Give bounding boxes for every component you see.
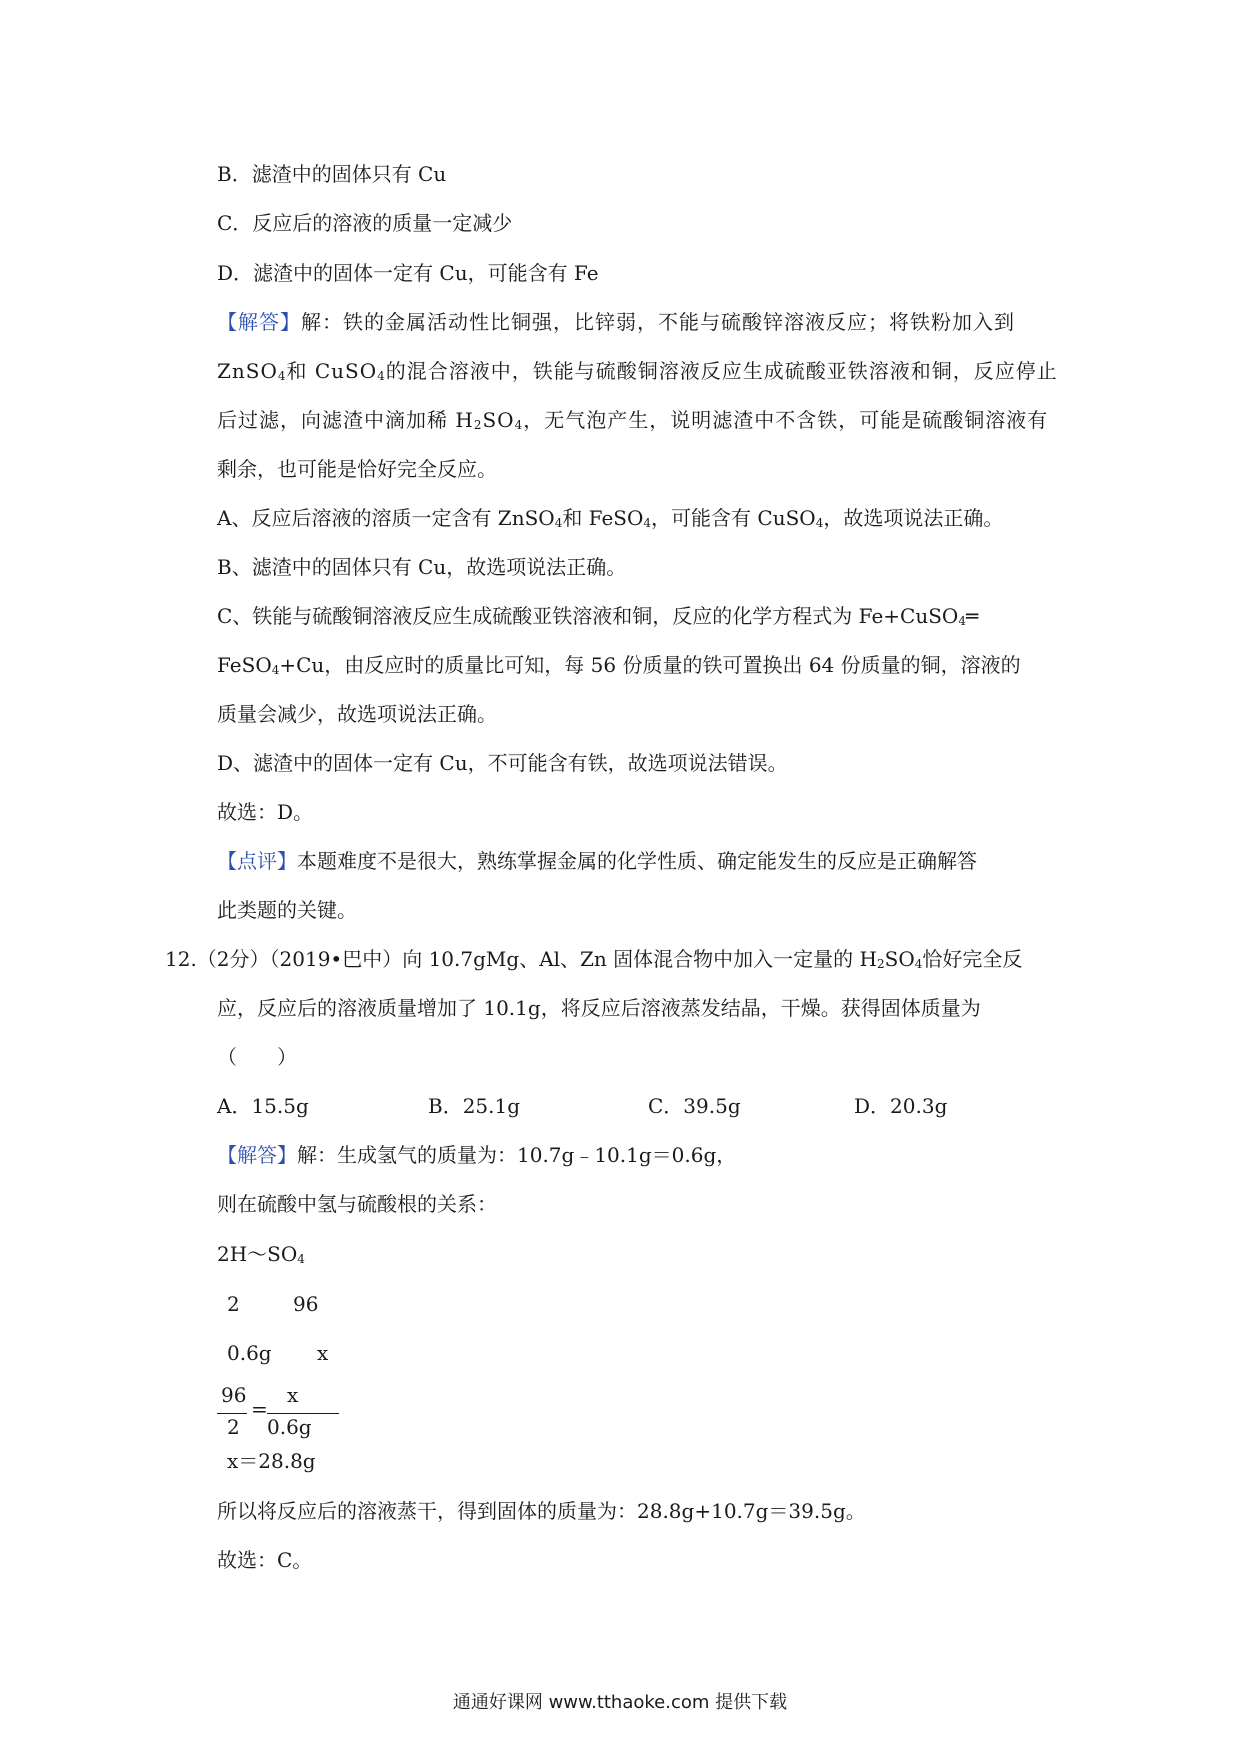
q12-option-d: D．20.3g: [854, 1094, 948, 1118]
comment-tag: 【点评】: [217, 849, 297, 873]
answer-tag: 【解答】: [217, 1143, 297, 1167]
fraction-numerator-1: 96: [221, 1383, 247, 1407]
answer12-row2-right: x: [317, 1341, 329, 1365]
fraction-bar-1: [217, 1413, 247, 1414]
q12-line2: 应，反应后的溶液质量增加了 10.1g，将反应后溶液蒸发结晶，干燥。获得固体质量为: [217, 996, 981, 1020]
answer11-line1: 【解答】解：铁的金属活动性比铜强，比锌弱，不能与硫酸锌溶液反应；将铁粉加入到: [217, 310, 1015, 334]
answer12-row1-left: 2: [227, 1292, 240, 1316]
answer12-row1-right: 96: [293, 1292, 319, 1316]
fraction-equation: [217, 1383, 337, 1443]
answer11-a: A、反应后溶液的溶质一定含有 ZnSO$_4$和 FeSO$_4$，可能含有 CuSO$_4$，故选项说法正确。: [217, 506, 1004, 530]
fraction-denominator-2: 0.6g: [267, 1415, 312, 1439]
q12-option-b: B．25.1g: [428, 1094, 521, 1118]
answer11-line2: ZnSO$_4$和 CuSO$_4$的混合溶液中，铁能与硫酸铜溶液反应生成硫酸亚铁溶液和铜，反应停止: [217, 359, 1058, 383]
comment11-line2: 此类题的关键。: [217, 898, 357, 922]
option-c: C．反应后的溶液的质量一定减少: [217, 211, 513, 235]
option-b: B．滤渣中的固体只有 Cu: [217, 162, 447, 186]
answer11-line3: 后过滤，向滤渣中滴加稀 $H_2SO_4$，无气泡产生，说明滤渣中不含铁，可能是硫酸铜溶液有: [217, 408, 1049, 432]
answer12-relation: $2H\sim SO_4$: [217, 1242, 305, 1266]
q12-line3: （ ）: [217, 1045, 297, 1069]
option-d: D．滤渣中的固体一定有 Cu，可能含有 Fe: [217, 261, 599, 285]
answer-tag: 【解答】: [217, 310, 301, 334]
q12-option-c: C．39.5g: [648, 1094, 741, 1118]
comment11-line1: 【点评】本题难度不是很大，熟练掌握金属的化学性质、确定能发生的反应是正确解答: [217, 849, 977, 873]
page-footer: 通通好课网 www.tthaoke.com 提供下载: [452, 1692, 788, 1713]
answer11-b: B、滤渣中的固体只有 Cu，故选项说法正确。: [217, 555, 627, 579]
answer11-choice: 故选：D。: [217, 800, 314, 824]
answer12-line1: 【解答】解：生成氢气的质量为：10.7g﹣10.1g＝0.6g，: [217, 1143, 737, 1167]
answer11-c2: FeSO$_4$+Cu，由反应时的质量比可知，每 56 份质量的铁可置换出 64 份质量的铜，溶液的: [217, 653, 1021, 677]
answer11-c1: C、铁能与硫酸铜溶液反应生成硫酸亚铁溶液和铜，反应的化学方程式为 Fe+CuSO$_4$═: [217, 604, 979, 628]
fraction-bar-2: [267, 1413, 339, 1414]
fraction-numerator-2: x: [287, 1383, 299, 1407]
answer12-result: x＝28.8g: [227, 1449, 316, 1473]
fraction-denominator-1: 2: [227, 1415, 240, 1439]
q12-line1: 12.（2分）（2019•巴中）向 10.7gMg、Al、Zn 固体混合物中加入一定量的 $H_2SO_4$恰好完全反: [165, 947, 1023, 971]
q12-option-a: A．15.5g: [217, 1094, 309, 1118]
answer11-c3: 质量会减少，故选项说法正确。: [217, 702, 497, 726]
answer11-d: D、滤渣中的固体一定有 Cu，不可能含有铁，故选项说法错误。: [217, 751, 788, 775]
equals-sign: =: [251, 1397, 268, 1421]
answer12-choice: 故选：C。: [217, 1548, 313, 1572]
answer12-row2-left: 0.6g: [227, 1341, 272, 1365]
answer12-line2: 则在硫酸中氢与硫酸根的关系：: [217, 1192, 497, 1216]
answer11-line4: 剩余，也可能是恰好完全反应。: [217, 457, 497, 481]
answer12-final: 所以将反应后的溶液蒸干，得到固体的质量为：28.8g+10.7g＝39.5g。: [217, 1499, 866, 1523]
